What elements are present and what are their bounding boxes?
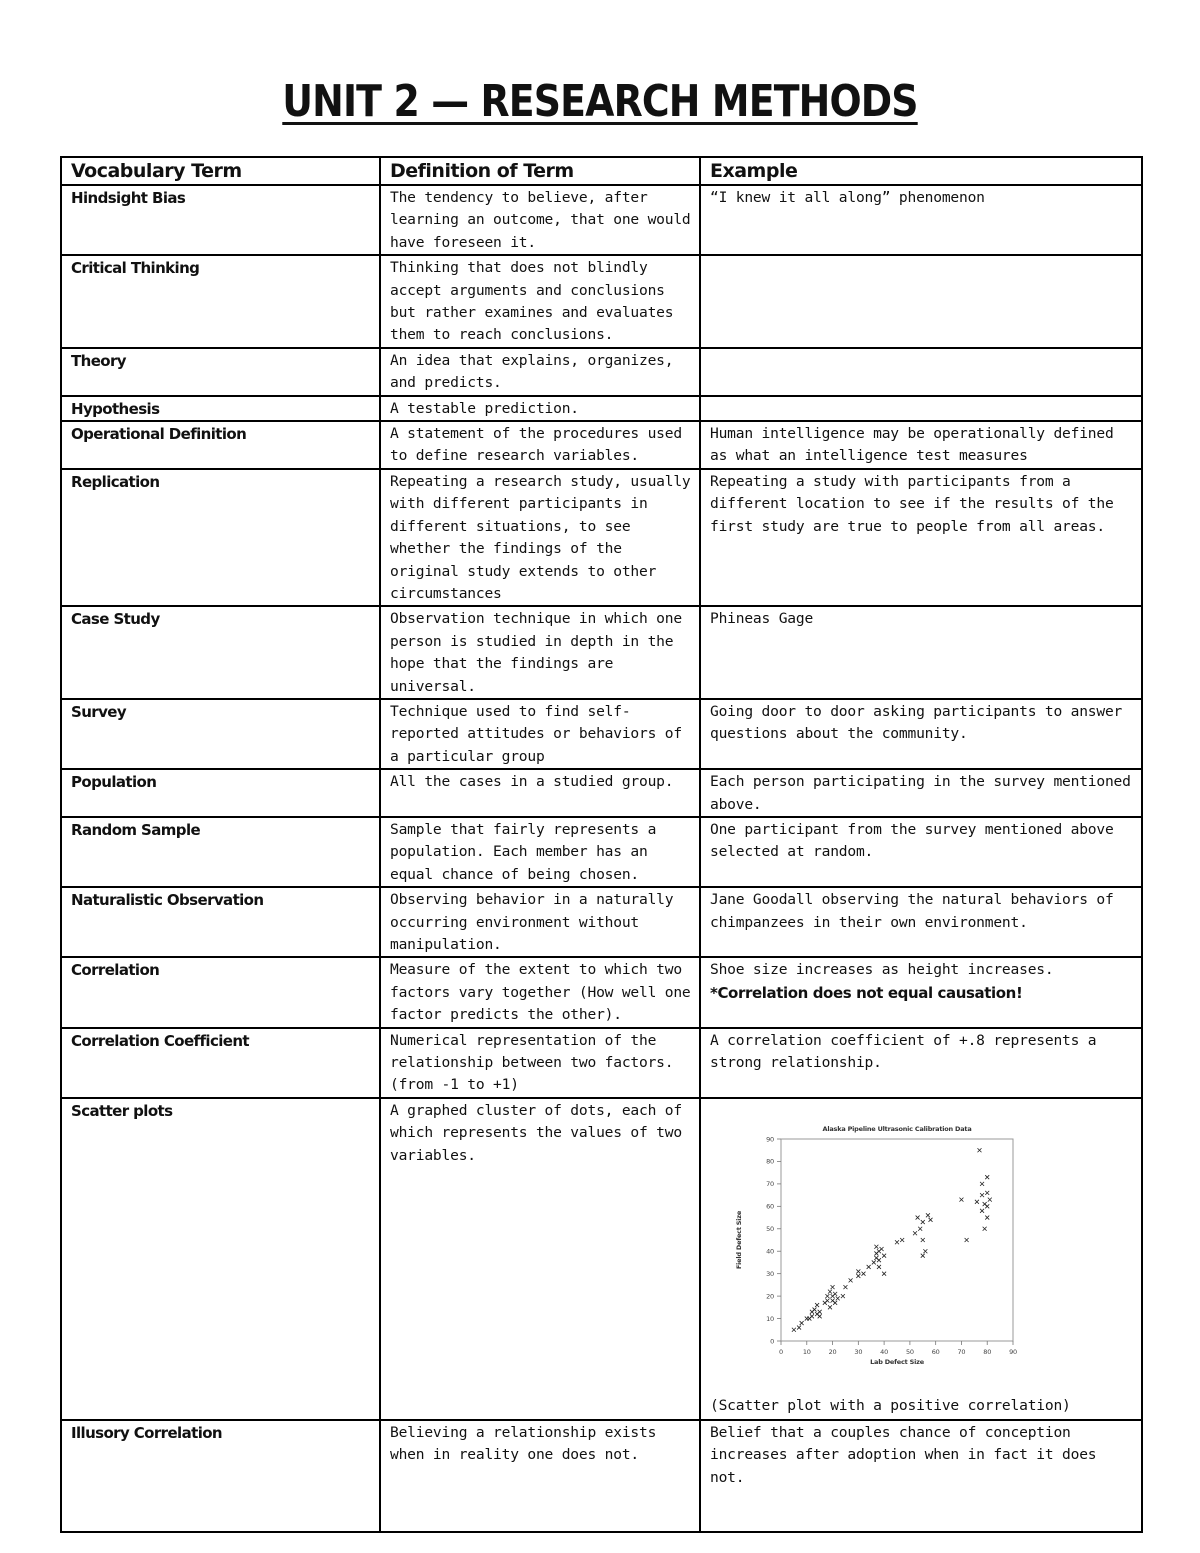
term-cell: Scatter plots [61,1098,380,1420]
definition-cell: Observation technique in which one person is studied in depth in the hope that the findings are universal. [380,606,700,699]
definition-cell: Repeating a research study, usually with different participants in different situations, to see whether the findings of the original study extends to other circumstances [380,469,700,606]
definition-cell: Numerical representation of the relationship between two factors. (from -1 to +1) [380,1028,700,1098]
scatter-plot-caption: (Scatter plot with a positive correlation) [710,1396,1071,1414]
term-cell: Hindsight Bias [61,185,380,255]
x-axis-label: Lab Defect Size [870,1357,924,1366]
data-point [921,1220,925,1224]
x-tick-label: 60 [931,1347,940,1356]
table-row [61,769,1142,817]
table-row [61,421,1142,469]
example-cell: Belief that a couples chance of conception increases after adoption when in fact it does not. [700,1420,1142,1532]
data-point [929,1218,933,1222]
x-tick-label: 90 [1009,1347,1017,1356]
data-point [985,1175,989,1179]
data-point [861,1272,865,1276]
data-point [849,1278,853,1282]
table-row [61,957,1142,1027]
definition-cell: An idea that explains, organizes, and predicts. [380,348,700,396]
example-cell [700,255,1142,348]
example-cell: One participant from the survey mentioned above selected at random. [700,817,1142,887]
example-cell: Phineas Gage [700,606,1142,699]
data-point [792,1328,796,1332]
data-point [980,1182,984,1186]
example-cell: Going door to door asking participants to answer questions about the community. [700,699,1142,769]
data-point [872,1260,876,1264]
data-point [815,1303,819,1307]
definition-cell: All the cases in a studied group. [380,769,700,817]
data-point [985,1204,989,1208]
x-tick-label: 70 [957,1347,966,1356]
table-row [61,1098,1142,1420]
data-point [983,1227,987,1231]
definition-cell: Observing behavior in a naturally occurring environment without manipulation. [380,887,700,957]
term-cell: Theory [61,348,380,396]
x-tick-label: 30 [854,1347,863,1356]
term-cell: Critical Thinking [61,255,380,348]
table-row [61,185,1142,255]
definition-cell: A testable prediction. [380,396,700,421]
chart-title: Alaska Pipeline Ultrasonic Calibration Data [822,1124,972,1133]
term-cell: Illusory Correlation [61,1420,380,1532]
table-row [61,699,1142,769]
scatter-plot-svg [721,1119,1041,1369]
table-row [61,1028,1142,1098]
table-row [61,255,1142,348]
x-tick-label: 50 [905,1347,914,1356]
x-tick-label: 20 [828,1347,837,1356]
term-cell: Replication [61,469,380,606]
x-tick-label: 10 [802,1347,811,1356]
example-cell: Jane Goodall observing the natural behaviors of chimpanzees in their own environment. [700,887,1142,957]
data-point [836,1296,840,1300]
header-definition: Definition of Term [380,157,700,185]
example-cell: Repeating a study with participants from a different location to see if the results of the first study are true to people from all areas. [700,469,1142,606]
table-row [61,469,1142,606]
example-cell [700,396,1142,421]
data-point [813,1307,817,1311]
page-title [84,76,1116,127]
term-cell: Population [61,769,380,817]
table-row [61,817,1142,887]
data-point [988,1197,992,1201]
y-tick-label: 90 [766,1135,774,1144]
data-point [959,1197,963,1201]
definition-cell: Believing a relationship exists when in reality one does not. [380,1420,700,1532]
data-point [843,1285,847,1289]
y-axis-label: Field Defect Size [735,1210,743,1269]
table-row [61,887,1142,957]
y-tick-label: 0 [770,1337,774,1346]
example-text: Shoe size increases as height increases. [710,961,1054,979]
data-point [825,1294,829,1298]
data-point [921,1254,925,1258]
data-point [856,1274,860,1278]
example-cell [700,957,1142,1027]
definition-cell: The tendency to believe, after learning an outcome, that one would have foreseen it. [380,185,700,255]
y-tick-label: 70 [766,1180,774,1189]
y-tick-label: 40 [766,1247,774,1256]
data-point [926,1213,930,1217]
data-point [980,1193,984,1197]
data-point [877,1265,881,1269]
example-cell: “I knew it all along” phenomenon [700,185,1142,255]
data-point [797,1325,801,1329]
data-point [833,1292,837,1296]
causation-note: *Correlation does not equal causation! [710,983,1023,1002]
header-vocabulary-term: Vocabulary Term [61,157,380,185]
definition-cell: Thinking that does not blindly accept arguments and conclusions but rather examines and evaluates them to reach conclusions. [380,255,700,348]
term-cell: Naturalistic Observation [61,887,380,957]
data-point [980,1209,984,1213]
data-point [828,1305,832,1309]
data-point [818,1310,822,1314]
data-point [965,1238,969,1242]
term-cell: Correlation Coefficient [61,1028,380,1098]
scatter-plot [721,1119,1041,1369]
data-point [874,1245,878,1249]
data-point [867,1265,871,1269]
x-tick-label: 0 [779,1347,783,1356]
data-point [856,1269,860,1273]
y-tick-label: 60 [766,1202,774,1211]
example-cell [700,348,1142,396]
y-tick-label: 80 [766,1157,774,1166]
definition-cell: Measure of the extent to which two factors vary together (How well one factor predicts the other). [380,957,700,1027]
definition-cell: Technique used to find self-reported attitudes or behaviors of a particular group [380,699,700,769]
term-cell: Operational Definition [61,421,380,469]
data-point [877,1258,881,1262]
data-point [900,1238,904,1242]
example-cell [700,1098,1142,1420]
data-point [985,1215,989,1219]
term-cell: Hypothesis [61,396,380,421]
data-point [828,1289,832,1293]
table-header-row [61,157,1142,185]
y-tick-label: 50 [766,1224,774,1233]
term-cell: Correlation [61,957,380,1027]
data-point [921,1238,925,1242]
data-point [831,1285,835,1289]
example-cell: A correlation coefficient of +.8 represents a strong relationship. [700,1028,1142,1098]
data-point [975,1200,979,1204]
data-point [895,1240,899,1244]
vocabulary-table [60,156,1143,1533]
header-example: Example [700,157,1142,185]
example-cell: Human intelligence may be operationally defined as what an intelligence test measures [700,421,1142,469]
data-point [923,1249,927,1253]
page-title-text: UNIT 2 — RESEARCH METHODS [282,76,918,127]
term-cell: Case Study [61,606,380,699]
table-row [61,606,1142,699]
table-row [61,1420,1142,1532]
example-cell: Each person participating in the survey mentioned above. [700,769,1142,817]
data-point [800,1321,804,1325]
data-point [977,1148,981,1152]
table-row [61,396,1142,421]
data-point [810,1314,814,1318]
data-point [882,1254,886,1258]
data-point [841,1294,845,1298]
table-row [61,348,1142,396]
x-tick-label: 40 [880,1347,889,1356]
definition-cell: A statement of the procedures used to define research variables. [380,421,700,469]
data-point [825,1298,829,1302]
term-cell: Random Sample [61,817,380,887]
data-point [880,1247,884,1251]
definition-cell: A graphed cluster of dots, each of which represents the values of two variables. [380,1098,700,1420]
data-point [985,1191,989,1195]
y-tick-label: 20 [766,1292,774,1301]
data-point [918,1227,922,1231]
y-tick-label: 30 [766,1269,774,1278]
data-point [916,1215,920,1219]
y-tick-label: 10 [766,1314,774,1323]
data-point [913,1231,917,1235]
data-point [882,1272,886,1276]
data-point [833,1301,837,1305]
x-tick-label: 80 [983,1347,992,1356]
term-cell: Survey [61,699,380,769]
data-point [818,1314,822,1318]
definition-cell: Sample that fairly represents a population. Each member has an equal chance of being chosen. [380,817,700,887]
